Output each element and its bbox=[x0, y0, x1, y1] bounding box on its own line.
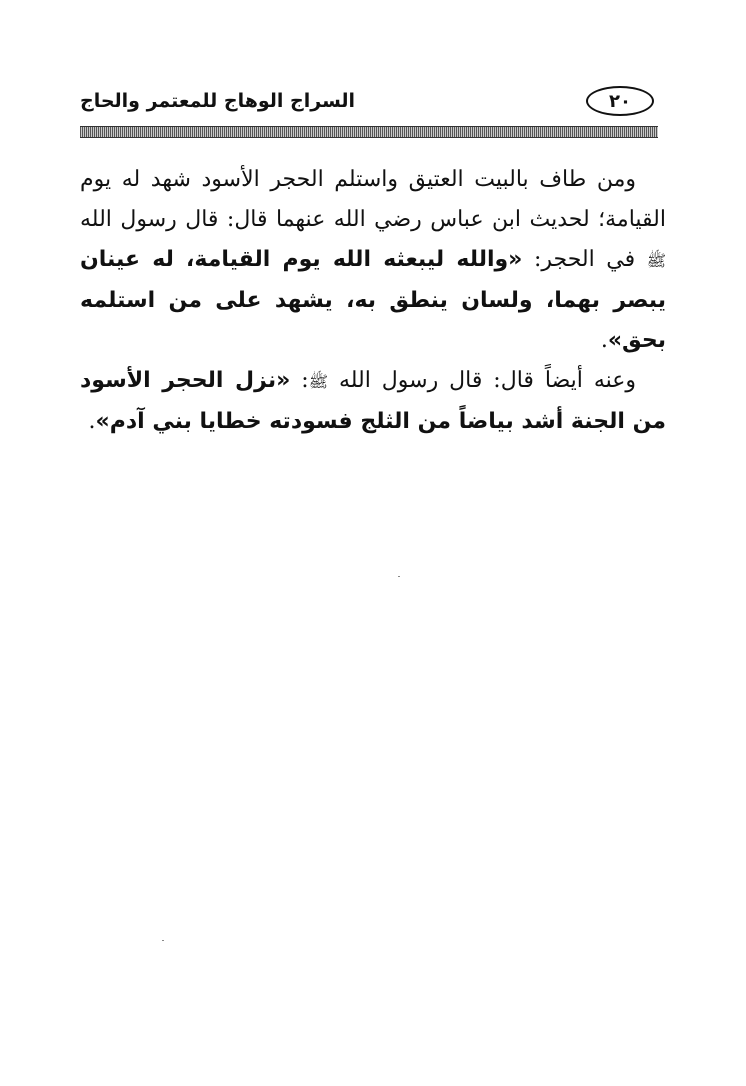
p1-mid: في الحجر: bbox=[533, 247, 636, 272]
p1-end: . bbox=[600, 328, 608, 353]
header-rule bbox=[80, 126, 658, 138]
paragraph-1 bbox=[80, 160, 666, 361]
hadith-quote-1: «والله ليبعثه الله يوم القيامة، له عينان يبصر بهما، ولسان ينطق به، يشهد على من استلمه بحق» bbox=[80, 247, 666, 353]
hadith-quote-2: «نزل الحجر الأسود من الجنة أشد بياضاً من الثلج فسودته خطايا بني آدم» bbox=[80, 368, 666, 434]
main-text bbox=[80, 160, 666, 442]
salutation-glyph-2: ﷺ bbox=[308, 372, 329, 391]
paragraph-2 bbox=[80, 361, 666, 442]
salutation-glyph: ﷺ bbox=[646, 251, 667, 270]
scan-speck bbox=[162, 940, 164, 941]
running-header bbox=[80, 84, 658, 124]
scan-speck bbox=[398, 576, 400, 577]
page-number: ٢٠ bbox=[609, 90, 631, 112]
p2-end: . bbox=[88, 409, 96, 434]
book-title: السراج الوهاج للمعتمر والحاج bbox=[80, 90, 356, 112]
p2-sep: : bbox=[301, 368, 309, 393]
p1-intro: ومن طاف بالبيت العتيق واستلم الحجر الأسود شهد له يوم القيامة؛ لحديث ابن عباس رضي الله عنهما قال: قال رسول الله bbox=[80, 167, 666, 232]
page-number-frame bbox=[586, 86, 654, 116]
p2-intro: وعنه أيضاً قال: قال رسول الله bbox=[338, 368, 637, 393]
